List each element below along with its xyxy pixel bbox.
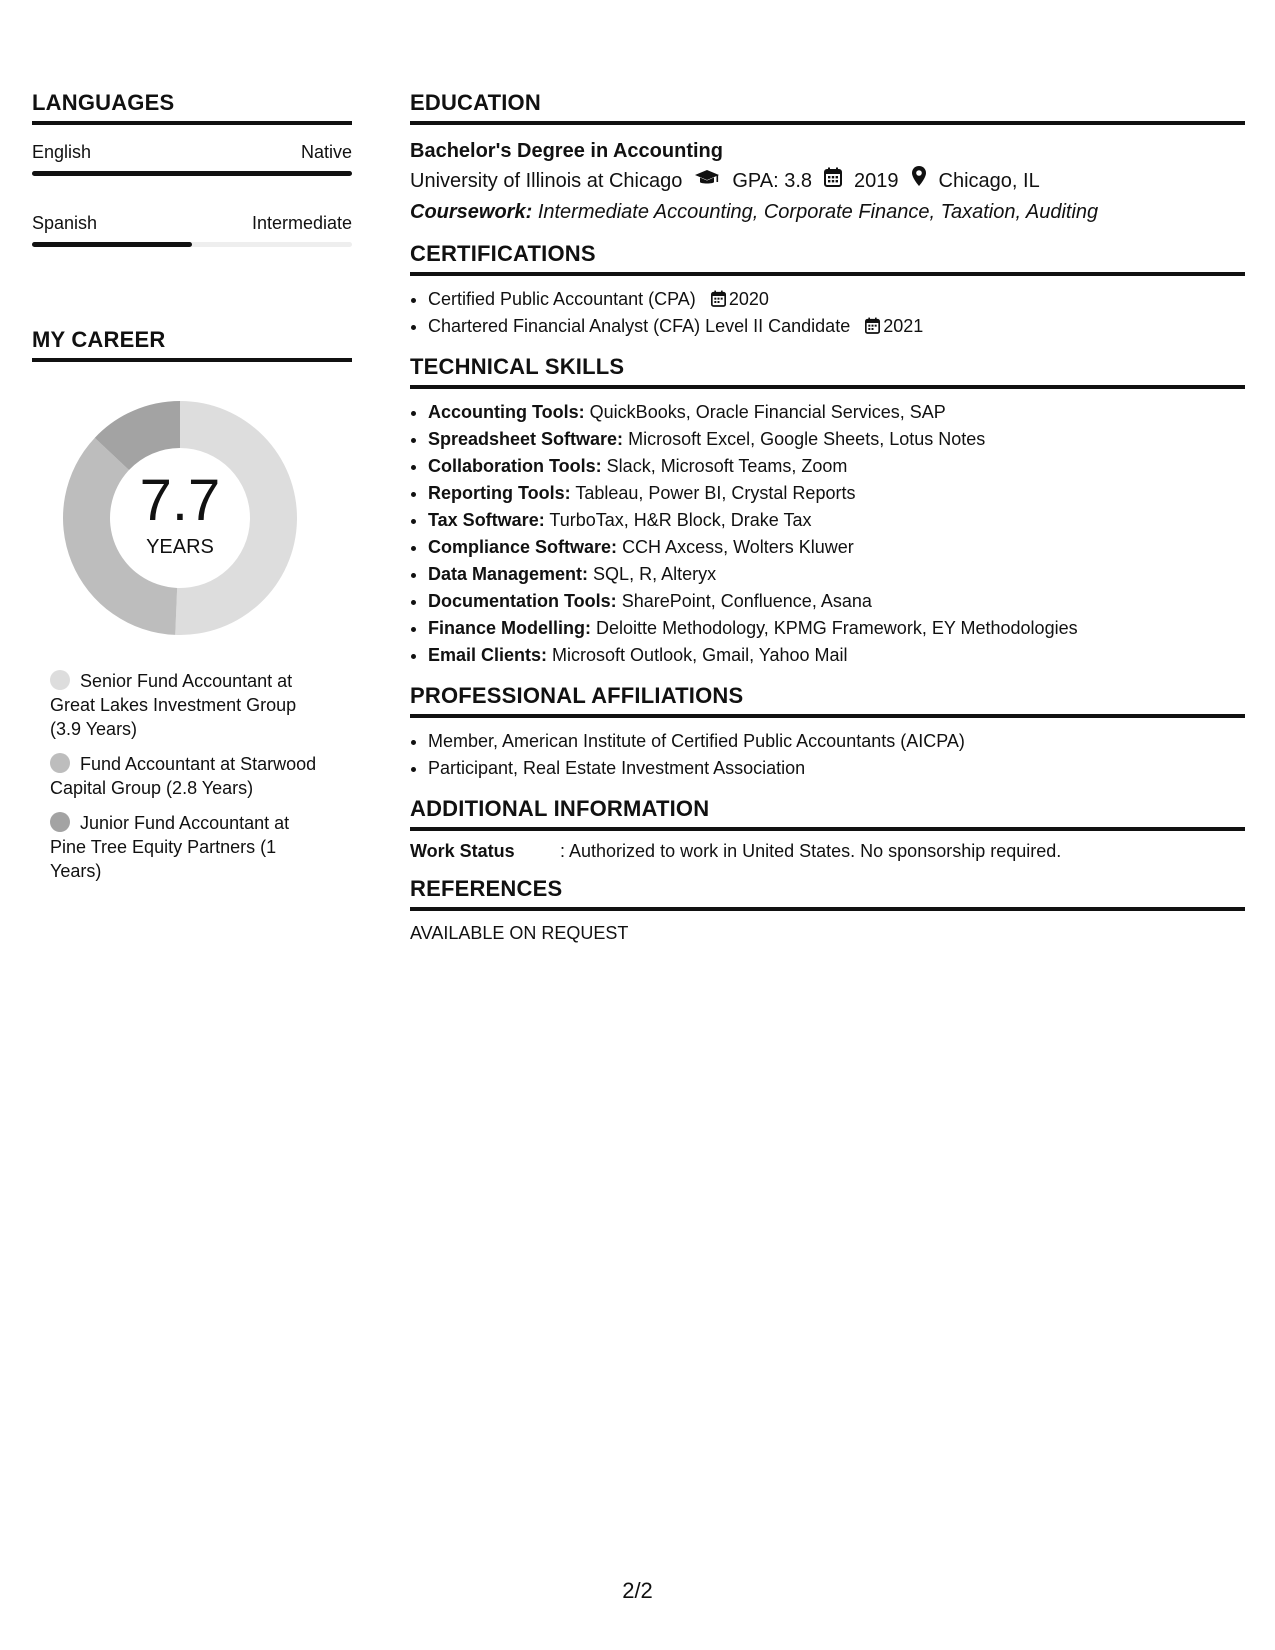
- skill-label: Spreadsheet Software:: [428, 429, 624, 449]
- certification-name: Certified Public Accountant (CPA): [428, 289, 696, 309]
- certifications-heading: CERTIFICATIONS: [410, 241, 1245, 276]
- skill-value: QuickBooks, Oracle Financial Services, SAP: [589, 402, 946, 422]
- skill-label: Reporting Tools:: [428, 483, 571, 503]
- languages-heading: LANGUAGES: [32, 90, 352, 125]
- legend-label: Fund Accountant at Starwood Capital Group (2.8 Years): [50, 754, 317, 798]
- career-heading: MY CAREER: [32, 327, 352, 362]
- certifications-section: [410, 241, 1245, 340]
- skill-value: Slack, Microsoft Teams, Zoom: [606, 456, 848, 476]
- skill-item: [428, 426, 1245, 453]
- references-text: AVAILABLE ON REQUEST: [410, 923, 629, 943]
- language-name: Spanish: [32, 213, 98, 233]
- gpa: GPA: 3.8: [732, 170, 813, 192]
- career-section: [32, 327, 352, 883]
- certification-item: [428, 286, 1245, 313]
- skill-label: Collaboration Tools:: [428, 456, 602, 476]
- legend-item: [50, 752, 320, 800]
- skill-label: Accounting Tools:: [428, 402, 585, 422]
- skill-value: SharePoint, Confluence, Asana: [621, 591, 872, 611]
- skills-list: [410, 399, 1245, 669]
- certifications-list: [410, 286, 1245, 340]
- skill-label: Email Clients:: [428, 645, 548, 665]
- skill-item: [428, 507, 1245, 534]
- skill-label: Documentation Tools:: [428, 591, 617, 611]
- affiliations-heading: PROFESSIONAL AFFILIATIONS: [410, 683, 1245, 718]
- skill-label: Data Management:: [428, 564, 589, 584]
- legend-label: Junior Fund Accountant at Pine Tree Equity Partners (1 Years): [50, 813, 290, 881]
- language-row: [32, 139, 352, 165]
- education-location: Chicago, IL: [938, 170, 1040, 192]
- skill-value: Microsoft Outlook, Gmail, Yahoo Mail: [552, 645, 848, 665]
- career-donut-chart: [55, 393, 305, 643]
- work-status-value: : Authorized to work in United States. No sponsorship required.: [560, 841, 1062, 861]
- skill-item: [428, 480, 1245, 507]
- additional-info-heading: ADDITIONAL INFORMATION: [410, 796, 1245, 831]
- total-years-value: 7.7: [139, 467, 221, 533]
- calendar-icon: [865, 317, 880, 334]
- calendar-icon: [711, 290, 726, 307]
- school-name: University of Illinois at Chicago: [410, 170, 683, 192]
- career-legend: [50, 669, 320, 883]
- language-proficiency-fill: [32, 242, 192, 247]
- language-row: [32, 210, 352, 236]
- affiliation-item: • Participant, Real Estate Investment Association: [428, 755, 1245, 782]
- references-heading: REFERENCES: [410, 876, 1245, 911]
- references-section: [410, 876, 1245, 944]
- coursework-label: Coursework:: [410, 201, 533, 223]
- right-column: [410, 90, 1245, 958]
- legend-swatch: [50, 753, 70, 773]
- skill-item: [428, 534, 1245, 561]
- additional-info-section: [410, 796, 1245, 862]
- skill-value: TurboTax, H&R Block, Drake Tax: [549, 510, 812, 530]
- coursework: [410, 197, 1245, 227]
- language-item: [32, 210, 352, 247]
- affiliations-list: [410, 728, 1245, 782]
- certification-date: [711, 289, 769, 309]
- skill-value: Deloitte Methodology, KPMG Framework, EY Methodologies: [596, 618, 1078, 638]
- education-meta: [410, 165, 1245, 197]
- skill-value: Tableau, Power BI, Crystal Reports: [575, 483, 856, 503]
- certification-year: 2021: [883, 316, 924, 336]
- skill-item: [428, 642, 1245, 669]
- skill-item: [428, 588, 1245, 615]
- languages-section: [32, 90, 352, 247]
- legend-swatch: [50, 670, 70, 690]
- skill-value: CCH Axcess, Wolters Kluwer: [622, 537, 854, 557]
- language-proficiency-bar: [32, 171, 352, 176]
- map-pin-icon: [911, 165, 927, 197]
- calendar-icon: [824, 165, 842, 197]
- legend-item: [50, 669, 320, 741]
- coursework-list: Intermediate Accounting, Corporate Finance, Taxation, Auditing: [537, 201, 1099, 223]
- degree-title: Bachelor's Degree in Accounting: [410, 140, 723, 162]
- language-level: Intermediate: [251, 213, 352, 233]
- skills-section: [410, 354, 1245, 669]
- legend-label: Senior Fund Accountant at Great Lakes Investment Group (3.9 Years): [50, 671, 297, 739]
- graduation-cap-icon: [694, 165, 720, 197]
- education-heading: EDUCATION: [410, 90, 1245, 125]
- language-level: Native: [300, 142, 352, 162]
- spacer: [32, 176, 352, 210]
- page-number: 2/2: [622, 1578, 653, 1603]
- affiliations-section: [410, 683, 1245, 782]
- skill-item: [428, 399, 1245, 426]
- certification-year: 2020: [728, 289, 769, 309]
- work-status-row: [410, 841, 1245, 862]
- skill-item: [428, 615, 1245, 642]
- skills-heading: TECHNICAL SKILLS: [410, 354, 1245, 389]
- certification-date: [865, 316, 923, 336]
- language-item: [32, 139, 352, 176]
- skill-value: SQL, R, Alteryx: [593, 564, 717, 584]
- education-section: [410, 90, 1245, 227]
- skill-label: Compliance Software:: [428, 537, 618, 557]
- affiliation-item: • Member, American Institute of Certified Public Accountants (AICPA): [428, 728, 1245, 755]
- language-proficiency-bar: [32, 242, 352, 247]
- skill-label: Tax Software:: [428, 510, 545, 530]
- language-proficiency-fill: [32, 171, 352, 176]
- skill-label: Finance Modelling:: [428, 618, 592, 638]
- total-years-unit: YEARS: [146, 535, 214, 558]
- legend-item: [50, 811, 320, 883]
- donut-center: [55, 393, 305, 643]
- language-name: English: [32, 142, 92, 162]
- skill-item: [428, 453, 1245, 480]
- legend-swatch: [50, 812, 70, 832]
- work-status-label: Work Status: [410, 841, 515, 861]
- graduation-year: 2019: [854, 170, 899, 192]
- skill-value: Microsoft Excel, Google Sheets, Lotus Notes: [628, 429, 986, 449]
- certification-name: Chartered Financial Analyst (CFA) Level II Candidate: [428, 316, 851, 336]
- left-column: [32, 90, 352, 894]
- skill-item: [428, 561, 1245, 588]
- certification-item: [428, 313, 1245, 340]
